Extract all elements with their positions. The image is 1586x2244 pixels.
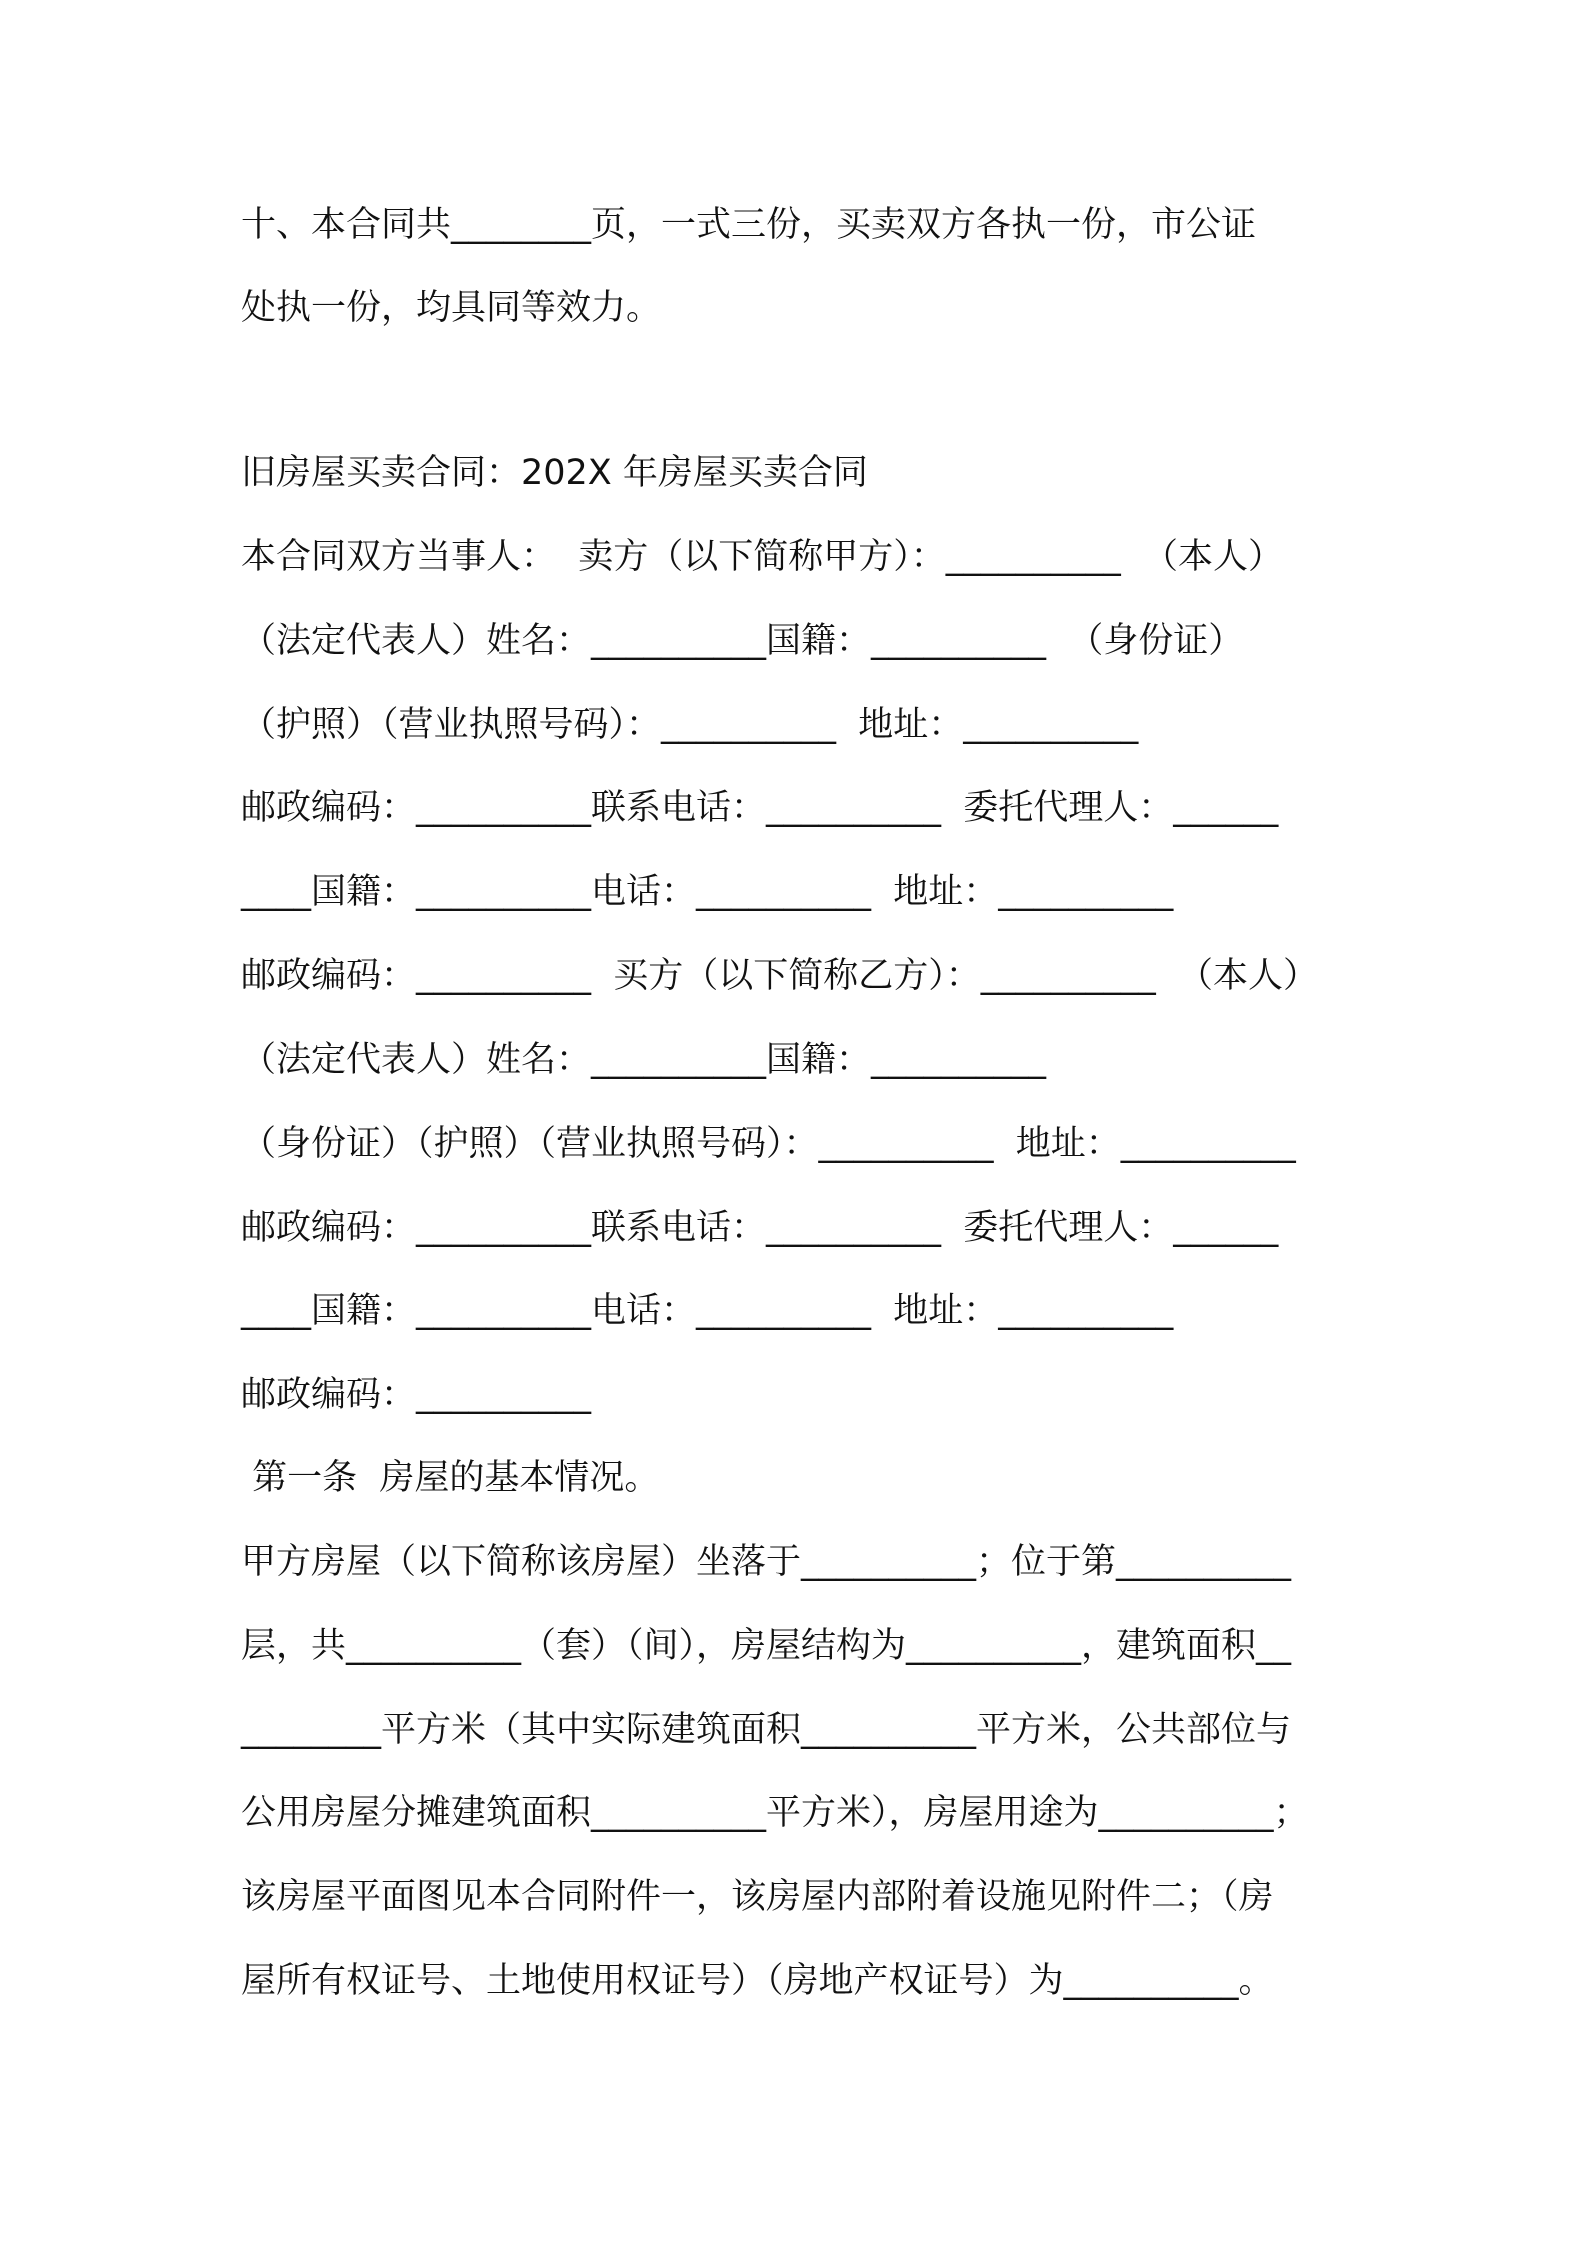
clause-ten-line-2: 处执一份，均具同等效力。 xyxy=(241,288,662,328)
article-one-heading: 第一条 房屋的基本情况。 xyxy=(241,1458,660,1498)
parties-line-11: 邮政编码：__________ xyxy=(241,1375,592,1415)
parties-line-4: 邮政编码：__________联系电话：__________ 委托代理人：______ xyxy=(241,788,1279,828)
parties-line-2: （法定代表人）姓名：__________国籍：__________ （身份证） xyxy=(241,621,1244,661)
article-one-line-2: 层，共__________（套）（间），房屋结构为__________，建筑面积__ xyxy=(241,1626,1292,1666)
contract-title: 旧房屋买卖合同：202X 年房屋买卖合同 xyxy=(241,453,868,493)
parties-line-7: （法定代表人）姓名：__________国籍：__________ xyxy=(241,1040,1047,1080)
parties-line-10: ____国籍：__________电话：__________ 地址：__________ xyxy=(241,1291,1174,1331)
clause-ten-line-1: 十、本合同共________页，一式三份，买卖双方各执一份，市公证 xyxy=(241,205,1257,245)
parties-line-3: （护照）（营业执照号码）：__________ 地址：__________ xyxy=(241,705,1139,745)
article-one-line-6: 屋所有权证号、土地使用权证号）（房地产权证号）为__________。 xyxy=(241,1961,1274,2001)
article-one-line-5: 该房屋平面图见本合同附件一，该房屋内部附着设施见附件二；（房 xyxy=(241,1877,1274,1917)
article-one-line-4: 公用房屋分摊建筑面积__________平方米），房屋用途为__________； xyxy=(241,1793,1309,1833)
parties-line-6: 邮政编码：__________ 买方（以下简称乙方）：__________ （本人） xyxy=(241,956,1319,996)
parties-line-5: ____国籍：__________电话：__________ 地址：__________ xyxy=(241,872,1174,912)
parties-line-1: 本合同双方当事人： 卖方（以下简称甲方）：__________ （本人） xyxy=(241,537,1284,577)
article-one-line-1: 甲方房屋（以下简称该房屋）坐落于__________；位于第__________ xyxy=(241,1542,1292,1582)
parties-line-9: 邮政编码：__________联系电话：__________ 委托代理人：______ xyxy=(241,1208,1279,1248)
article-one-line-3: ________平方米（其中实际建筑面积__________平方米，公共部位与 xyxy=(241,1710,1292,1750)
parties-line-8: （身份证）（护照）（营业执照号码）：__________ 地址：__________ xyxy=(241,1124,1296,1164)
